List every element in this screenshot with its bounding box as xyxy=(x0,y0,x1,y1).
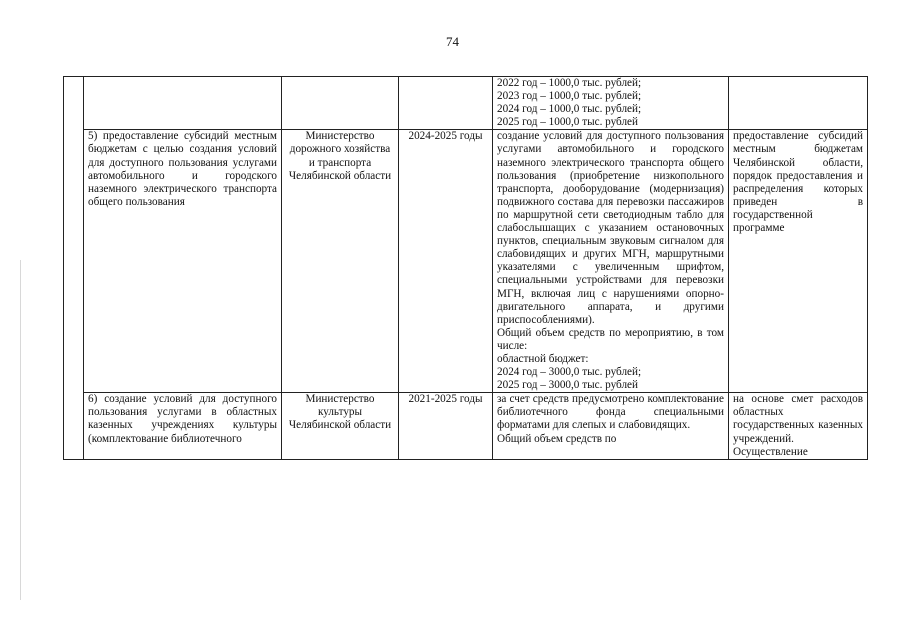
period-cell: 2021-2025 годы xyxy=(399,393,493,459)
table-row xyxy=(64,130,868,393)
funding-line: 2025 год – 1000,0 тыс. рублей xyxy=(497,116,639,129)
funding-line: 2025 год – 3000,0 тыс. рублей xyxy=(497,379,639,392)
activity-cell: 5) предоставление субсидий местным бюджетам с целью создания условий для доступного пользования услугами автомобильного и городского наземного электрического транспорта общего пользования xyxy=(84,130,282,393)
content-description: за счет средств предусмотрено комплектование библиотечного фонда специальными форматами для слепых и слабовидящих. xyxy=(497,393,724,432)
result-cell: на основе смет расходов областных государственных казенных учреждений. Осуществление xyxy=(729,393,868,459)
funding-line: 2023 год – 1000,0 тыс. рублей; xyxy=(497,90,642,103)
scan-artifact-line xyxy=(20,260,21,600)
executor-cell: Министерство дорожного хозяйства и транспорта Челябинской области xyxy=(282,130,399,393)
executor-cell xyxy=(282,77,399,130)
funding-line: 2024 год – 1000,0 тыс. рублей; xyxy=(497,103,642,116)
content-description: создание условий для доступного пользования услугами автомобильного и городского наземного электрического транспорта общего пользования (приобретение низкопольного транспорта, дооборудование (модернизация) подвижного состава для перевозки пассажиров по маршрутной сети светодиодным табло для слабослышащих с указанием остановочных пунктов, специальным звуковым сигналом для слабовидящих и других МГН, маршрутными указателями с увеличенным шрифтом, специальными устройствами для перевозки МГН, включая лиц с нарушениями опорно-двигательного аппарата, и другими приспособлениями). xyxy=(497,130,724,326)
content-cell xyxy=(493,130,729,393)
executor-cell: Министерство культуры Челябинской области xyxy=(282,393,399,459)
content-total: Общий объем средств по мероприятию, в том числе: xyxy=(497,326,724,352)
page-number: 74 xyxy=(446,34,459,49)
table-row xyxy=(64,393,868,459)
result-cell: предоставление субсидий местным бюджетам Челябинской области, порядок предоставления и распределения которых приведен в государственной программе xyxy=(729,130,868,393)
funding-line: 2022 год – 1000,0 тыс. рублей; xyxy=(497,77,642,89)
content-total: Общий объем средств по xyxy=(497,432,617,445)
activity-cell xyxy=(84,77,282,130)
funding-line: областной бюджет: xyxy=(497,352,589,365)
program-table xyxy=(63,76,868,460)
result-cell xyxy=(729,77,868,130)
number-column-cell xyxy=(64,77,84,460)
content-cell xyxy=(493,393,729,459)
content-cell xyxy=(493,77,729,130)
period-cell xyxy=(399,77,493,130)
period-cell: 2024-2025 годы xyxy=(399,130,493,393)
table-row xyxy=(64,77,868,130)
activity-cell: 6) создание условий для доступного пользования услугами в областных казенных учреждениях культуры (комплектование библиотечного xyxy=(84,393,282,459)
funding-line: 2024 год – 3000,0 тыс. рублей; xyxy=(497,366,642,379)
